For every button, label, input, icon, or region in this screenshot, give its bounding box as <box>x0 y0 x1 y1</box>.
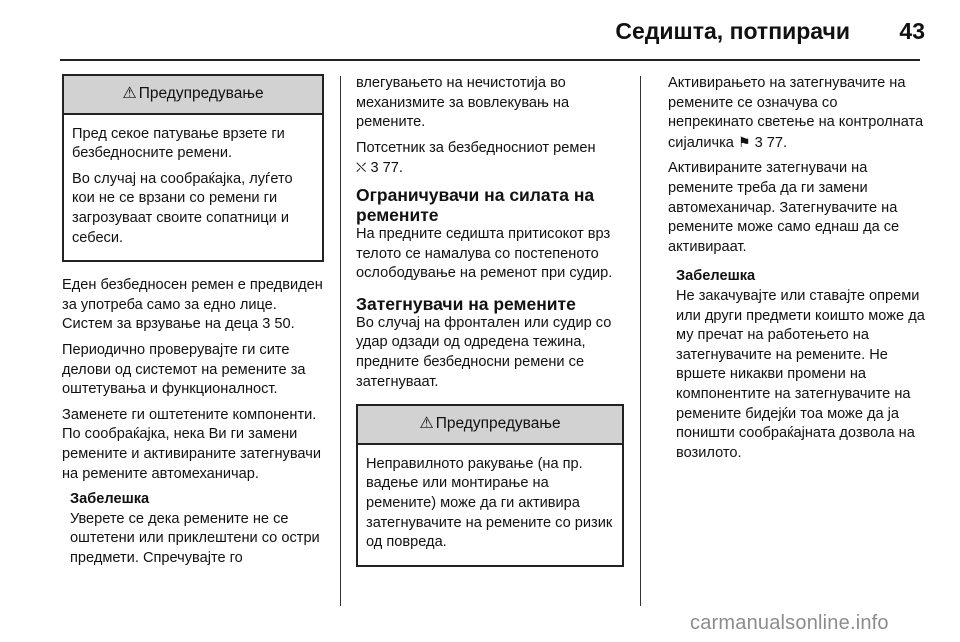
paragraph: Потсетник за безбедносниот ремен ⛌ 3 77. <box>356 139 596 177</box>
warning-header <box>358 406 622 445</box>
section-heading: Ограничувачи на силата на ремените <box>356 184 595 225</box>
column-2 <box>356 74 624 577</box>
warning-triangle-icon: ⚠ <box>122 85 137 102</box>
warning-box <box>356 404 624 567</box>
warning-title: Предупредување <box>435 415 561 433</box>
belt-tensioner-indicator-icon: ⚑ <box>737 133 751 150</box>
page-reference: 3 77. <box>370 160 403 177</box>
paragraph: Активираните затегнувачи на ремените треба да ги замени автомеханичар. Затегнувачите на ремените може само еднаш да се активираат. <box>668 160 900 255</box>
paragraph: Активирањето на затегнувачите на ремените се означува со непрекинато светење на контролната сијаличка ⚑ 3 77. <box>668 75 924 151</box>
warning-title: Предупредување <box>138 85 264 102</box>
warning-box <box>62 74 324 262</box>
column-1 <box>62 74 324 568</box>
seatbelt-icon: ⛌ <box>356 159 367 176</box>
column-divider <box>640 76 641 606</box>
header-rule <box>60 59 920 61</box>
note <box>676 267 926 463</box>
warning-text: Во случај на сообраќајка, луѓето кои не се врзани со ремени ги загрозуваат своите сопатници и себеси. <box>72 170 293 246</box>
paragraph: На предните седишта притисокот врз телото се намалува со постепеното ослободување на ременот при судир. <box>356 225 613 282</box>
warning-triangle-icon: ⚠ <box>419 415 434 433</box>
paragraph: Заменете ги оштетените компоненти. По сообраќајка, нека Ви ги замени ремените и активираните затегнувачи на ремените автомеханичар. <box>62 406 321 482</box>
column-divider <box>340 76 341 606</box>
warning-body <box>64 115 322 261</box>
warning-text: Пред секое патување врзете ги безбедносните ремени. <box>72 125 285 162</box>
paragraph: влегувањето на нечистотија во механизмите за вовлекувањ на ремените. <box>356 75 570 131</box>
warning-header <box>64 76 322 115</box>
note <box>70 490 324 568</box>
paragraph: Периодично проверувајте ги сите делови од системот на ремените за оштетувања и функционалност. <box>62 341 306 398</box>
note-title: Забелешка <box>70 491 150 508</box>
section-heading: Затегнувачи на ремените <box>356 293 576 314</box>
warning-body <box>358 445 622 565</box>
note-text: Уверете се дека ремените не се оштетени или приклештени со остри предмети. Спречувајте го <box>70 510 320 566</box>
paragraph: Еден безбедносен ремен е предвиден за употреба само за едно лице. Систем за врзување на деца 3 50. <box>62 277 323 333</box>
note-text: Не закачувајте или ставајте опреми или други предмети коишто може да му пречат на работењето на затегнувачите на ремените. Не вршете никакви промени на компонентите на затегнувачите на ремените бидејќи тоа може да ја поништи сообраќајната дозвола на возилото. <box>676 287 925 461</box>
column-3 <box>668 74 926 463</box>
note-title: Забелешка <box>676 268 756 285</box>
paragraph: Во случај на фронтален или судир со удар одзади од одредена тежина, предните безбедносни ремени се затегнуваат. <box>356 314 612 390</box>
warning-text: Неправилното ракување (на пр. вадење или монтирање на ремените) може да ги активира затегнувачите на ремените со ризик од повреда. <box>366 455 613 551</box>
page-reference: 3 77. <box>754 134 788 151</box>
page-title: Седишта, потпирачи <box>615 18 850 44</box>
page-number: 43 <box>899 18 925 44</box>
watermark: carmanualsonline.info <box>690 612 889 634</box>
page-reference: 3 50. <box>262 316 295 333</box>
